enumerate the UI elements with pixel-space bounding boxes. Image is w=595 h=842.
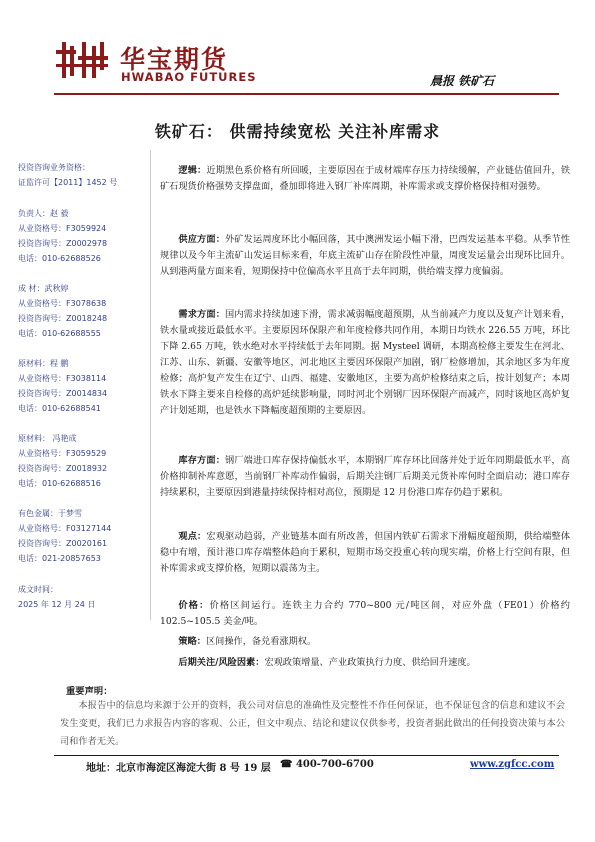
- analyst-name: 原材料： 冯艳成: [18, 434, 77, 443]
- section-label: 后期关注/风险因素：: [178, 657, 265, 668]
- analyst-qualification: 从业资格号：F3059924: [18, 224, 107, 233]
- section-label: 价格：: [178, 600, 210, 611]
- supply-paragraph: [160, 232, 570, 280]
- section-label: 库存方面：: [178, 455, 226, 466]
- price-paragraph: [160, 598, 570, 630]
- section-label: 逻辑：: [178, 165, 207, 176]
- analyst-consult-number: 投资咨询号：Z0014834: [18, 389, 108, 398]
- footer-phone: ☎ 400-700-6700: [280, 759, 374, 770]
- report-type-label: 晨报 铁矿石: [430, 74, 495, 88]
- analyst-name: 负责人：赵 毅: [18, 209, 69, 218]
- analyst-qualification: 从业资格号：F03127144: [18, 524, 112, 533]
- analyst-qualification: 从业资格号：F3059529: [18, 449, 107, 458]
- sidebar-divider: [150, 150, 151, 620]
- section-label: 观点：: [178, 531, 207, 542]
- view-paragraph: [160, 529, 570, 577]
- footer-address: 地址：北京市海淀区海淀大街 8 号 19 层: [86, 763, 271, 774]
- logic-paragraph: [160, 163, 570, 195]
- footer-website-link[interactable]: www.zgfcc.com: [470, 759, 555, 770]
- analyst-phone: 电话：010-62688526: [18, 254, 101, 263]
- section-text: 价格区间运行。连铁主力合约 770~800 元/吨区间，对应外盘（FE01）价格约 102.5~105.5 美金/吨。: [160, 600, 570, 627]
- analyst-qualification: 从业资格号：F3038114: [18, 374, 107, 383]
- logo-english-name: HWABAO FUTURES: [121, 70, 257, 84]
- section-text: 宏观政策增量、产业政策执行力度、供给回升速度。: [264, 657, 476, 668]
- analyst-consult-number: 投资咨询号：Z0020161: [18, 539, 108, 548]
- page-title: 铁矿石： 供需持续宽松 关注补库需求: [154, 122, 441, 141]
- analyst-phone: 电话：010-62688555: [18, 329, 101, 338]
- inventory-paragraph: [160, 453, 570, 501]
- analyst-phone: 电话：010-62688516: [18, 479, 101, 488]
- section-label: 需求方面：: [178, 309, 226, 320]
- footer-divider: [54, 755, 559, 756]
- section-text: 宏观驱动趋弱，产业链基本面有所改善，但国内铁矿石需求下滑幅度超预期，供给端整体稳中有增，预计港口库存端整体趋向于累积，短期市场交投重心转向现实端，价格上行空间有限，但补库需求或支撑价格，短期以震荡为主。: [160, 531, 571, 574]
- analyst-name: 成 材：武秋婷: [18, 284, 69, 293]
- analyst-consult-number: 投资咨询号：Z0018932: [18, 464, 108, 473]
- logo-chinese-name: 华宝期货: [120, 45, 229, 74]
- demand-paragraph: [160, 307, 570, 419]
- analyst-consult-number: 投资咨询号：Z0002978: [18, 239, 108, 248]
- license-number: 证监许可【2011】1452 号: [18, 178, 118, 187]
- section-label: 供应方面：: [178, 234, 226, 245]
- header-divider: [54, 93, 559, 95]
- section-label: 策略：: [178, 636, 206, 647]
- analyst-phone: 电话：010-62688541: [18, 404, 101, 413]
- analyst-name: 原材料：程 鹏: [18, 359, 69, 368]
- analyst-phone: 电话：021-20857653: [18, 554, 101, 563]
- report-date-label: 成文时间：: [18, 585, 58, 594]
- strategy-paragraph: [160, 634, 570, 650]
- company-logo-icon: [54, 42, 110, 78]
- disclaimer-text: 本报告中的信息均来源于公开的资料，我公司对信息的准确性及完整性不作任何保证，也不保证包含的信息和建议不会发生变更，我们已力求报告内容的客观、公正，但文中观点、结论和建议仅供参考，投资者据此做出的任何投资决策与本公司和作者无关。: [60, 700, 565, 747]
- analyst-qualification: 从业资格号：F3078638: [18, 299, 107, 308]
- analyst-name: 有色金属：于梦雪: [18, 509, 82, 518]
- section-text: 区间操作，备兑看涨期权。: [205, 636, 317, 647]
- report-date: 2025 年 12 月 24 日: [18, 600, 96, 609]
- section-text: 外矿发运周度环比小幅回落，其中澳洲发运小幅下滑，巴西发运基本平稳。从季节性规律以及今年主流矿山发运目标来看，年底主流矿山存在阶段性冲量，周度发运量会出现环比回升。从到港两量方面来看，短期保持中位偏高水平且高于去年同期，供给端支撑力度偏弱。: [160, 234, 571, 277]
- license-label: 投资咨询业务资格：: [18, 163, 90, 172]
- section-text: 钢厂端进口库存保持偏低水平，本期钢厂库存环比回落并处于近年同期最低水平，高价格抑制补库意愿，当前钢厂补库动作偏弱，后期关注钢厂后期美元货补库何时全面启动；港口库存持续累积，主要原因到港量持续保持相对高位，预期是 12 月份港口库存仍趋于累积。: [160, 455, 571, 498]
- disclaimer-title: 重要声明：: [66, 686, 113, 697]
- risk-paragraph: [160, 655, 570, 671]
- analyst-consult-number: 投资咨询号：Z0018248: [18, 314, 108, 323]
- section-text: 国内需求持续加速下滑，需求减弱幅度超预期，从当前减产力度以及复产计划来看，铁水量或接近最低水平。主要原因环保限产和年度检修共同作用，本期日均铁水 226.55 万吨，环比下降 2.65 万吨，铁水绝对水平持续低于去年同期。据 Mysteel 调研，本期高检修主要发生在河北、江苏、山东、新疆、安徽等地区，河北地区主要因环保限产加剧，钢厂检修增加，其余地区多为年度检修；高炉复产发生在辽宁、山西、福建、安徽地区，主要为高炉检修结束之后，按计划复产；本周铁水下降主要来自检修的高炉延续影响量，同时河北个别钢厂因环保限产而减产，同时该地区高炉复产计划延期，也是铁水下降幅度超预期的主要原因。: [160, 309, 571, 416]
- section-text: 近期黑色系价格有所回暖，主要原因在于成材端库存压力持续缓解，产业链估值回升，铁矿石现货价格强势支撑盘面，叠加即将进入钢厂补库周期，补库需求或支撑价格保持相对强势。: [160, 165, 571, 192]
